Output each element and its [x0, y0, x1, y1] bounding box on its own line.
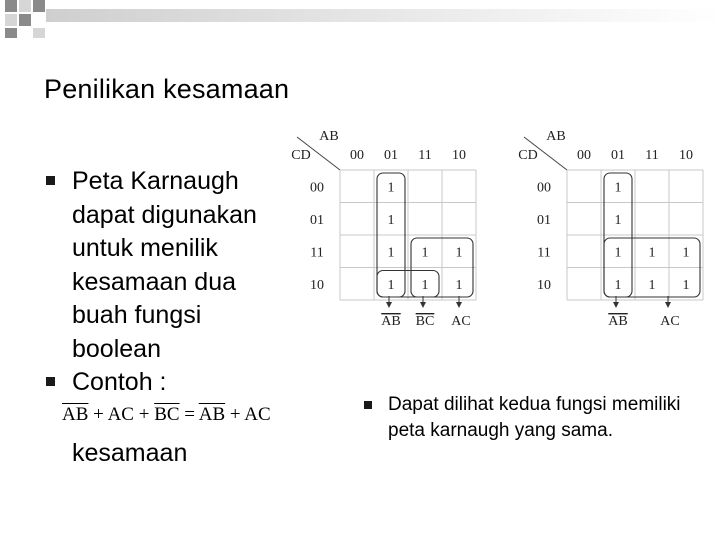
formula-term: + AC + — [88, 404, 155, 425]
column-label: 00 — [577, 148, 591, 163]
note-text: Dapat dilihat kedua fungsi memiliki peta karnaugh yang sama. — [388, 394, 681, 441]
arrow-head — [386, 302, 392, 308]
variable-label-ab: AB — [319, 129, 339, 144]
formula-term: + AC — [225, 404, 271, 425]
cell-value: 1 — [421, 245, 429, 261]
bullet-list — [44, 165, 284, 400]
row-label: 00 — [310, 180, 324, 196]
cell-value: 1 — [387, 277, 395, 293]
column-label: 00 — [350, 148, 364, 163]
arrow-head — [665, 302, 671, 308]
bullet-text: Peta Karnaugh dapat digunakan untuk menilik kesamaan dua buah fungsi boolean — [72, 167, 257, 363]
conclusion-note — [362, 392, 718, 444]
column-label: 10 — [452, 148, 466, 163]
cell-value: 1 — [682, 277, 690, 293]
cell-value: 1 — [421, 277, 429, 293]
variable-label-cd: CD — [518, 148, 538, 163]
row-label: 11 — [537, 245, 551, 261]
cell-value: 1 — [614, 245, 622, 261]
formula-term: $\overline{AB}$ — [62, 404, 89, 425]
cell-value: 1 — [614, 277, 622, 293]
term-label: AB — [608, 314, 628, 329]
cell-value: 1 — [455, 277, 463, 293]
term-label: AC — [451, 314, 471, 329]
cell-value: 1 — [455, 245, 463, 261]
cell-value: 1 — [614, 212, 622, 228]
variable-label-ab: AB — [546, 129, 566, 144]
cell-value: 1 — [682, 245, 690, 261]
row-label: 01 — [310, 212, 324, 228]
slide-title: Penilikan kesamaan — [44, 74, 290, 104]
bullet-item — [44, 165, 284, 366]
bullet-square-icon — [46, 176, 55, 185]
term-label: AC — [660, 314, 680, 329]
header-decoration — [0, 0, 720, 40]
column-label: 01 — [384, 148, 398, 163]
row-label: 00 — [537, 180, 551, 196]
column-label: 11 — [418, 148, 432, 163]
cell-value: 1 — [387, 180, 395, 196]
cell-value: 1 — [387, 245, 395, 261]
formula-term: $\overline{AB}$ — [198, 404, 226, 425]
column-label: 01 — [611, 148, 625, 163]
cell-value: 1 — [648, 277, 656, 293]
formula-term: $\overline{BC}$ — [154, 404, 180, 425]
bullet-square-icon — [46, 377, 55, 386]
variable-label-cd: CD — [291, 148, 311, 163]
bullet-text: Contoh : — [72, 368, 167, 396]
karnaugh-map-left — [285, 125, 505, 335]
term-label: BC — [415, 314, 435, 329]
formula-caption: kesamaan — [72, 439, 188, 467]
arrow-head — [420, 302, 426, 308]
term-label: AB — [381, 314, 401, 329]
arrow-head — [456, 302, 462, 308]
arrow-head — [613, 302, 619, 308]
karnaugh-map-right — [512, 125, 720, 335]
formula-term: = — [179, 404, 199, 425]
bullet-item — [44, 366, 284, 400]
row-label: 01 — [537, 212, 551, 228]
cell-value: 1 — [648, 245, 656, 261]
bullet-square-icon — [364, 401, 372, 409]
row-label: 10 — [310, 277, 324, 293]
cell-value: 1 — [614, 180, 622, 196]
column-label: 10 — [679, 148, 693, 163]
cell-value: 1 — [387, 212, 395, 228]
row-label: 10 — [537, 277, 551, 293]
boolean-formula — [62, 404, 271, 426]
row-label: 11 — [310, 245, 324, 261]
column-label: 11 — [645, 148, 659, 163]
